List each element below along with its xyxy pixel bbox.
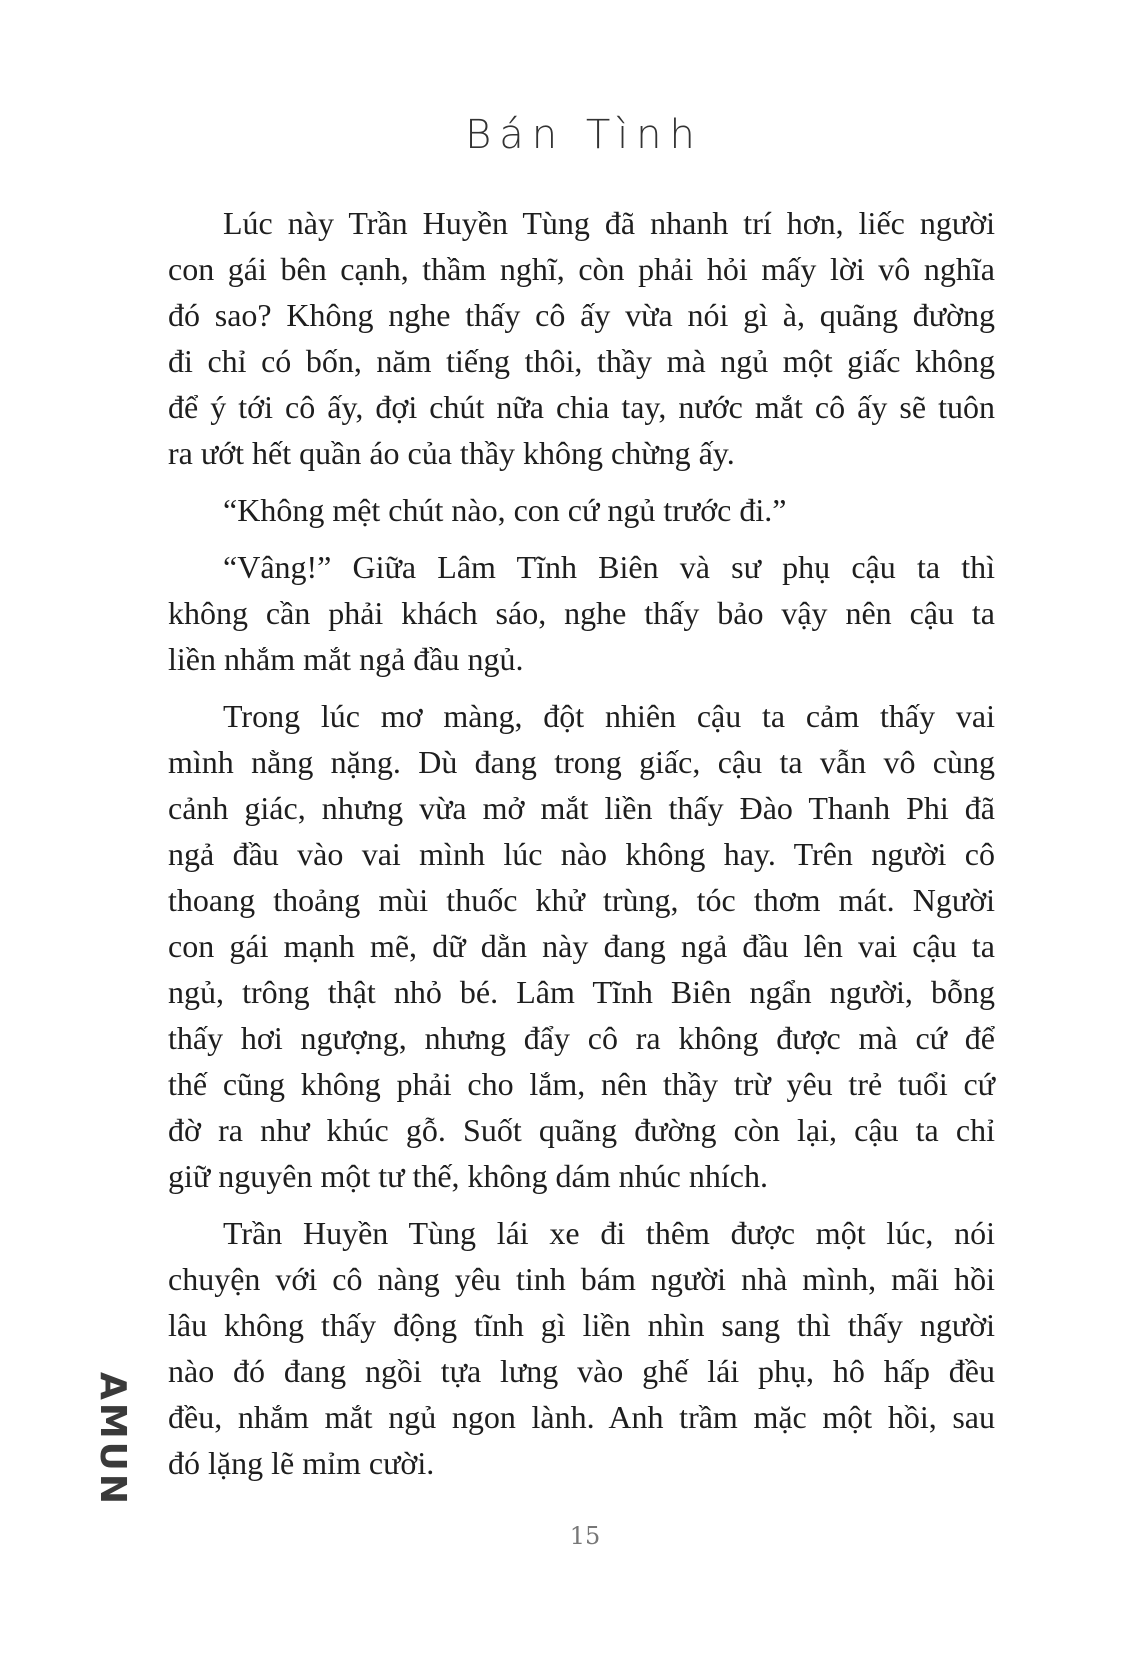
paragraph (168, 1210, 995, 1486)
text-line: không cần phải khách sáo, nghe thấy bảo vậy nên cậu ta (168, 595, 995, 631)
text-line: đó lặng lẽ mỉm cười. (168, 1445, 435, 1481)
text-line: giữ nguyên một tư thế, không dám nhúc nhích. (168, 1158, 768, 1194)
text-line: đờ ra như khúc gỗ. Suốt quãng đường còn lại, cậu ta chỉ (168, 1112, 995, 1148)
paragraph (168, 544, 995, 682)
text-line: ngủ, trông thật nhỏ bé. Lâm Tĩnh Biên ngẩn người, bỗng (168, 974, 995, 1010)
text-line: Lúc này Trần Huyền Tùng đã nhanh trí hơn, liếc người (223, 205, 995, 241)
page-body (168, 200, 995, 1497)
text-line: để ý tới cô ấy, đợi chút nữa chia tay, nước mắt cô ấy sẽ tuôn (168, 389, 995, 425)
text-line: Trần Huyền Tùng lái xe đi thêm được một lúc, nói (223, 1215, 995, 1251)
text-line: “Không mệt chút nào, con cứ ngủ trước đi.” (223, 492, 787, 528)
text-line: liền nhắm mắt ngả đầu ngủ. (168, 641, 524, 677)
text-line: con gái mạnh mẽ, dữ dằn này đang ngả đầu lên vai cậu ta (168, 928, 995, 964)
text-line: Trong lúc mơ màng, đột nhiên cậu ta cảm thấy vai (223, 698, 995, 734)
paragraph (168, 693, 995, 1199)
page-number: 15 (569, 1522, 601, 1550)
text-line: ra ướt hết quần áo của thầy không chừng ấy. (168, 435, 735, 471)
text-line: đều, nhắm mắt ngủ ngon lành. Anh trầm mặc một hồi, sau (168, 1399, 995, 1435)
text-line: con gái bên cạnh, thầm nghĩ, còn phải hỏi mấy lời vô nghĩa (168, 251, 995, 287)
text-line: thoang thoảng mùi thuốc khử trùng, tóc thơm mát. Người (168, 882, 995, 918)
text-line: nào đó đang ngồi tựa lưng vào ghế lái phụ, hô hấp đều (168, 1353, 995, 1389)
paragraph (168, 487, 995, 533)
text-line: đi chỉ có bốn, năm tiếng thôi, thầy mà ngủ một giấc không (168, 343, 995, 379)
text-line: ngả đầu vào vai mình lúc nào không hay. Trên người cô (168, 836, 995, 872)
publisher-logo: AMUN (92, 1372, 133, 1508)
text-line: thế cũng không phải cho lắm, nên thầy trừ yêu trẻ tuổi cứ (168, 1066, 995, 1102)
text-line: lâu không thấy động tĩnh gì liền nhìn sang thì thấy người (168, 1307, 995, 1343)
text-line: mình nằng nặng. Dù đang trong giấc, cậu ta vẫn vô cùng (168, 744, 995, 780)
text-line: “Vâng!” Giữa Lâm Tĩnh Biên và sư phụ cậu ta thì (223, 549, 995, 585)
text-line: chuyện với cô nàng yêu tinh bám người nhà mình, mãi hồi (168, 1261, 995, 1297)
text-line: đó sao? Không nghe thấy cô ấy vừa nói gì à, quãng đường (168, 297, 995, 333)
running-header-title: Bán Tình (465, 112, 703, 158)
text-line: cảnh giác, nhưng vừa mở mắt liền thấy Đào Thanh Phi đã (168, 790, 995, 826)
text-line: thấy hơi ngượng, nhưng đẩy cô ra không được mà cứ để (168, 1020, 995, 1056)
paragraph (168, 200, 995, 476)
